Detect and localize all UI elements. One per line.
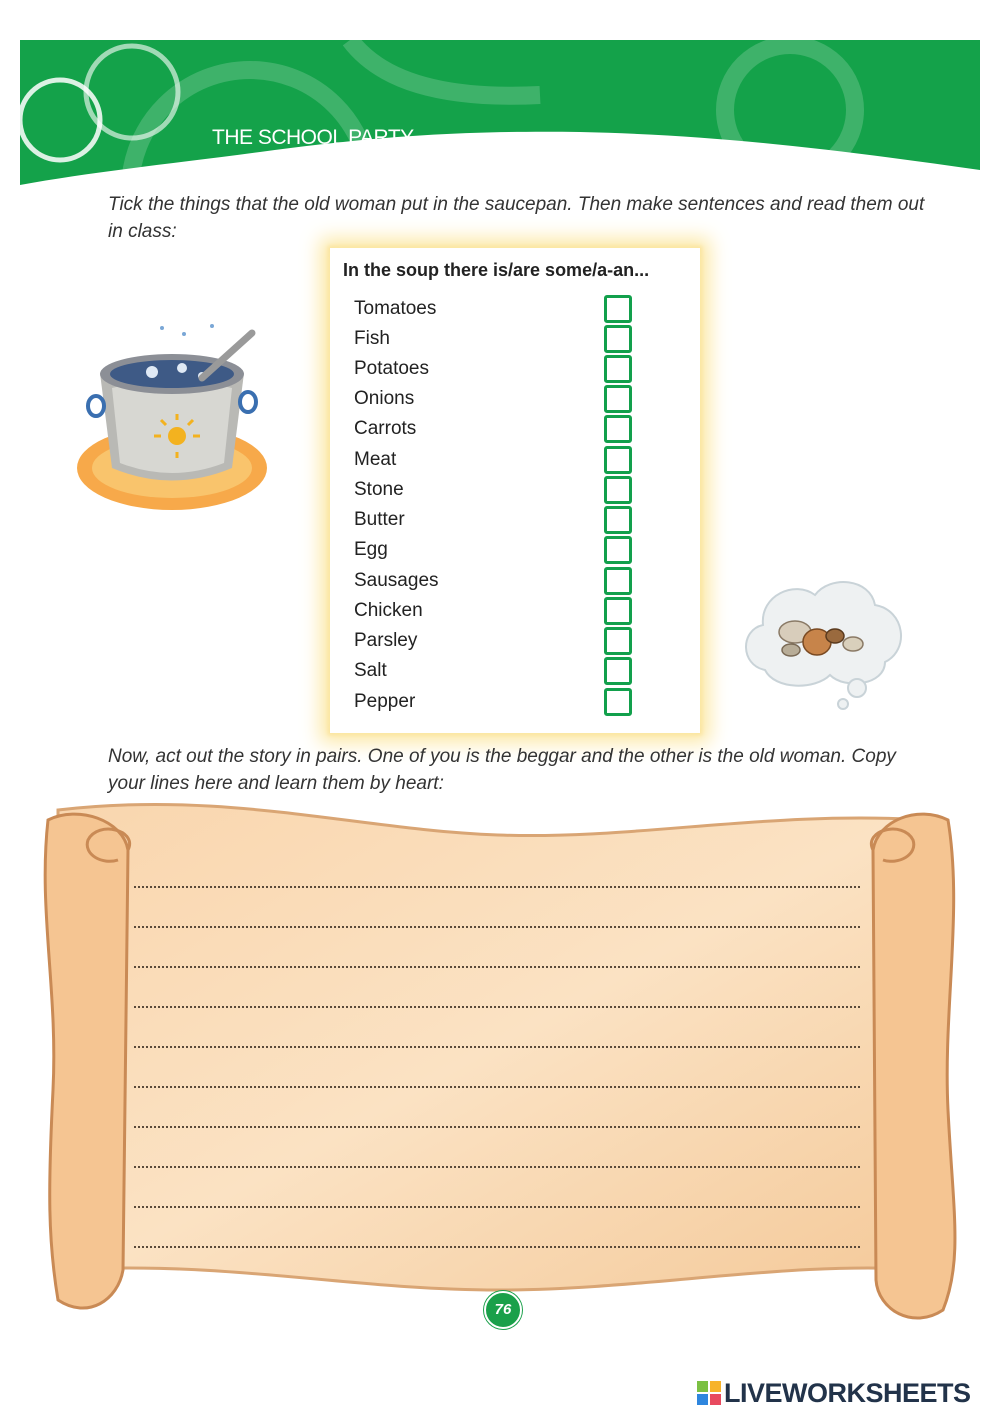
checkbox-salt[interactable] (604, 657, 632, 685)
checkbox-egg[interactable] (604, 536, 632, 564)
item-label: Salt (354, 660, 387, 681)
list-item (354, 446, 634, 476)
writing-line[interactable] (134, 1128, 860, 1168)
soup-checklist (330, 248, 700, 733)
list-item (354, 325, 634, 355)
checkbox-fish[interactable] (604, 325, 632, 353)
checkbox-parsley[interactable] (604, 627, 632, 655)
instruction-act-out: Now, act out the story in pairs. One of you is the beggar and the other is the old woman. Copy your lines here and learn them by heart: (108, 746, 896, 794)
list-item (354, 597, 634, 627)
checkbox-carrots[interactable] (604, 415, 632, 443)
checkbox-stone[interactable] (604, 476, 632, 504)
list-item (354, 536, 634, 566)
soup-heading: In the soup there is/are some/a-an... (343, 260, 650, 280)
writing-line[interactable] (134, 1208, 860, 1248)
item-label: Parsley (354, 630, 418, 651)
page-title: THE SCHOOL PARTY (212, 126, 414, 149)
page-number: 76 (484, 1291, 522, 1329)
writing-line[interactable] (134, 968, 860, 1008)
writing-line[interactable] (134, 870, 860, 888)
item-label: Potatoes (354, 358, 429, 379)
checkbox-sausages[interactable] (604, 567, 632, 595)
checkbox-potatoes[interactable] (604, 355, 632, 383)
item-label: Carrots (354, 418, 417, 439)
writing-lines (134, 870, 860, 1248)
list-item (354, 567, 634, 597)
list-item (354, 657, 634, 687)
checkbox-onions[interactable] (604, 385, 632, 413)
writing-line[interactable] (134, 1008, 860, 1048)
thought-bubble-stones-icon (735, 570, 910, 720)
writing-line[interactable] (134, 1168, 860, 1208)
item-label: Pepper (354, 691, 416, 712)
banner-shape (20, 40, 980, 185)
list-item (354, 506, 634, 536)
item-label: Fish (354, 328, 390, 349)
saucepan-icon (72, 318, 272, 518)
checkbox-butter[interactable] (604, 506, 632, 534)
list-item (354, 355, 634, 385)
writing-line[interactable] (134, 1048, 860, 1088)
list-item (354, 385, 634, 415)
item-label: Onions (354, 388, 415, 409)
item-label: Meat (354, 449, 397, 470)
liveworksheets-logo-icon (697, 1381, 721, 1405)
list-item (354, 295, 634, 325)
list-item (354, 627, 634, 657)
list-item (354, 688, 634, 718)
item-label: Stone (354, 479, 404, 500)
writing-line[interactable] (134, 888, 860, 928)
instruction-tick: Tick the things that the old woman put in the saucepan. Then make sentences and read them out in class: (108, 194, 925, 242)
checkbox-chicken[interactable] (604, 597, 632, 625)
item-label: Sausages (354, 570, 439, 591)
item-label: Egg (354, 539, 388, 560)
checkbox-tomatoes[interactable] (604, 295, 632, 323)
header-banner (20, 40, 980, 185)
writing-line[interactable] (134, 1088, 860, 1128)
brand-name: LIVEWORKSHEETS (724, 1377, 971, 1408)
list-item (354, 476, 634, 506)
writing-line[interactable] (134, 928, 860, 968)
brand-footer (697, 1376, 971, 1410)
checkbox-meat[interactable] (604, 446, 632, 474)
item-label: Tomatoes (354, 298, 437, 319)
item-label: Chicken (354, 600, 423, 621)
item-label: Butter (354, 509, 405, 530)
checkbox-pepper[interactable] (604, 688, 632, 716)
list-item (354, 415, 634, 445)
